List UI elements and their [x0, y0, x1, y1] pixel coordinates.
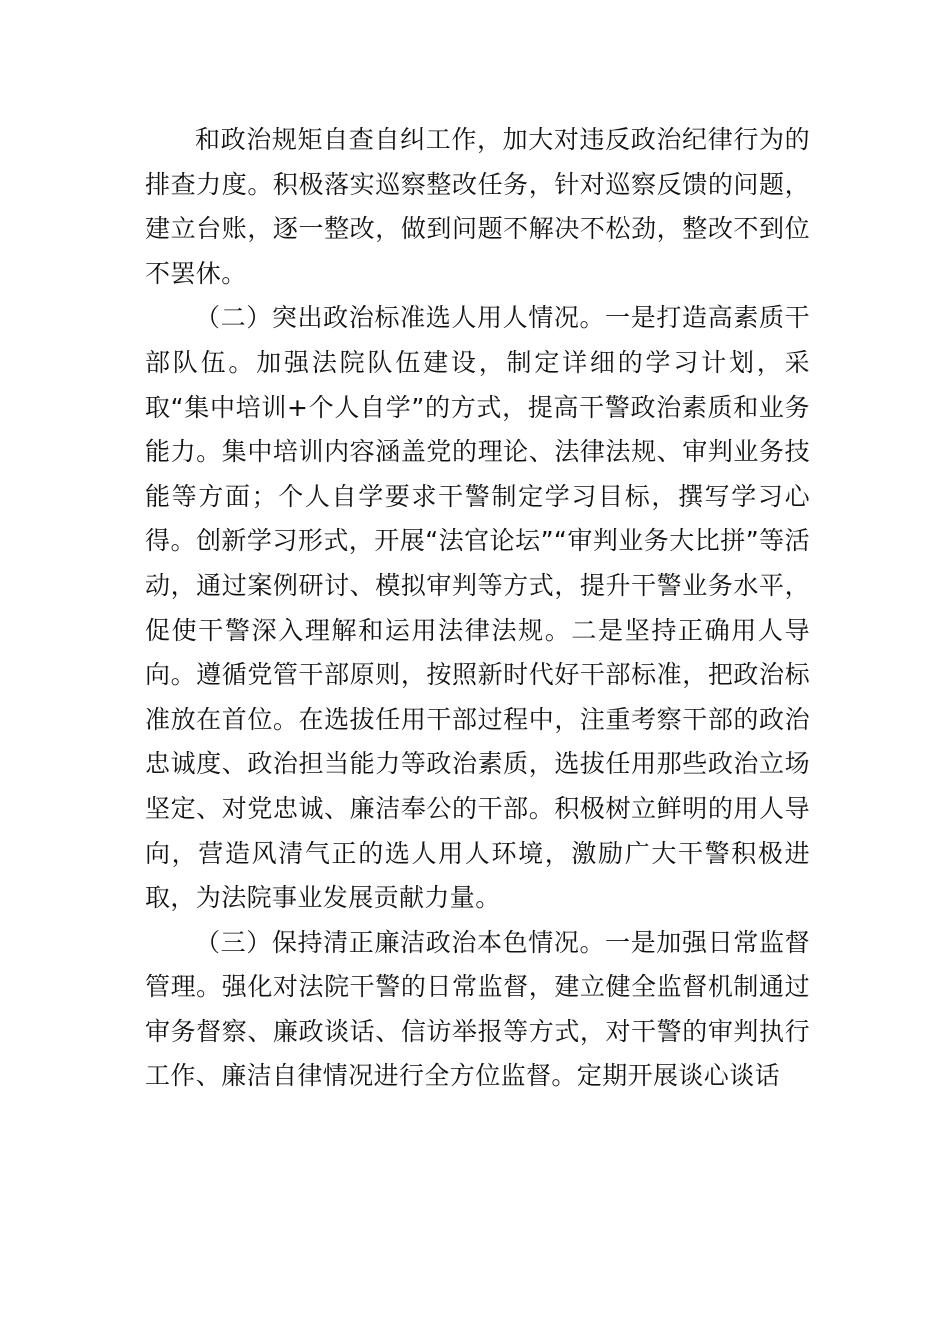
- paragraph-cadre-selection: （二）突出政治标准选人用人情况。一是打造高素质干部队伍。加强法院队伍建设，制定详细的学习计划，采取“集中培训+个人自学”的方式，提高干警政治素质和业务能力。集中培训内容涵盖党的理论、法律法规、审判业务技能等方面；个人自学要求干警制定学习目标，撰写学习心得。创新学习形式，开展“法官论坛”“审判业务大比拼”等活动，通过案例研讨、模拟审判等方式，提升干警业务水平，促使干警深入理解和运用法律法规。二是坚持正确用人导向。遵循党管干部原则，按照新时代好干部标准，把政治标准放在首位。在选拔任用干部过程中，注重考察干部的政治忠诚度、政治担当能力等政治素质，选拔任用那些政治立场坚定、对党忠诚、廉洁奉公的干部。积极树立鲜明的用人导向，营造风清气正的选人用人环境，激励广大干警积极进取，为法院事业发展贡献力量。: [145, 303, 810, 913]
- document-body: [145, 118, 810, 1099]
- paragraph-integrity: （三）保持清正廉洁政治本色情况。一是加强日常监督管理。强化对法院干警的日常监督，建立健全监督机制通过审务督察、廉政谈话、信访举报等方式，对干警的审判执行工作、廉洁自律情况进行全方位监督。定期开展谈心谈话: [145, 927, 810, 1091]
- paragraph-political-rules: 和政治规矩自查自纠工作，加大对违反政治纪律行为的排查力度。积极落实巡察整改任务，针对巡察反馈的问题，建立台账，逐一整改，做到问题不解决不松劲，整改不到位不罢休。: [145, 125, 810, 288]
